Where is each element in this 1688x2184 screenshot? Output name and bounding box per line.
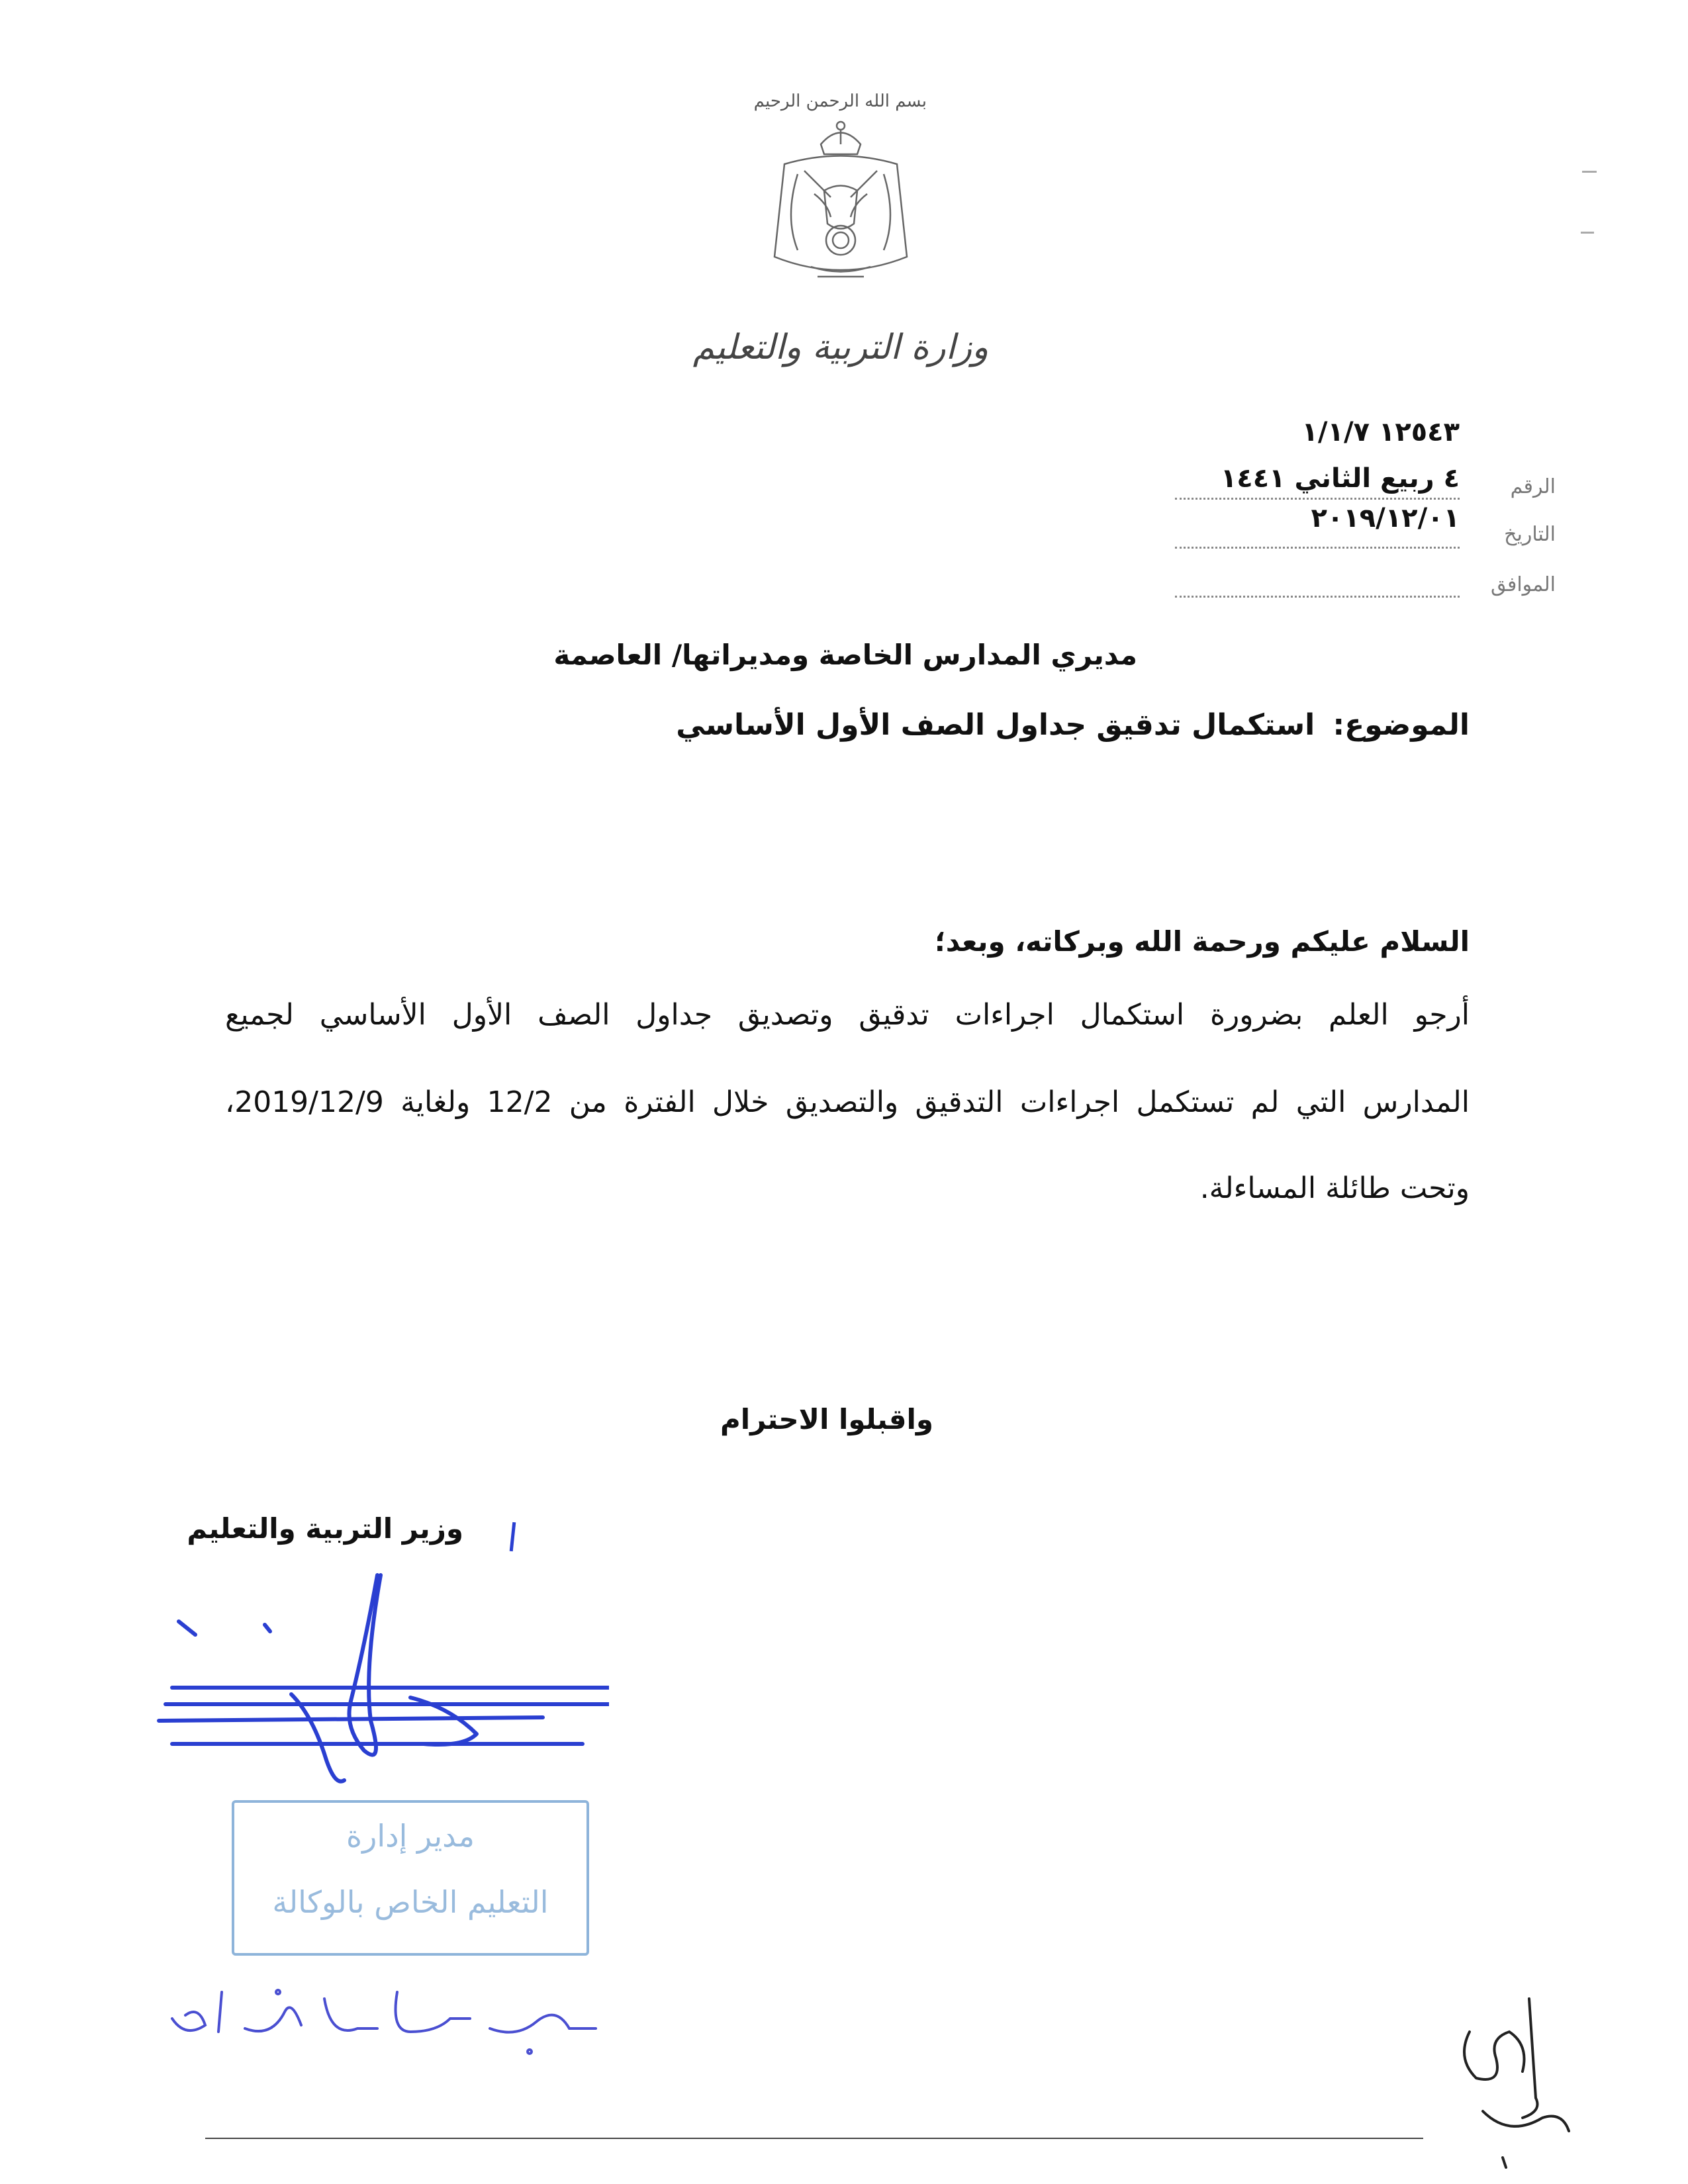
basmala-text: بسم الله الرحمن الرحيم	[753, 91, 927, 111]
dotted-line	[1175, 596, 1460, 598]
closing-salutation: واقبلوا الاحترام	[720, 1403, 933, 1435]
jordan-coat-of-arms-emblem	[758, 118, 923, 296]
subject-label: الموضوع:	[1333, 708, 1470, 742]
ministry-logotype: وزارة التربية والتعليم	[692, 328, 989, 367]
dotted-line	[1175, 498, 1460, 500]
margin-tick	[1581, 232, 1594, 234]
stamp-line: التعليم الخاص بالوكالة	[272, 1884, 549, 1920]
addressee: مديري المدارس الخاصة ومديراتها/ العاصمة	[553, 639, 1137, 671]
gregorian-date-value: ٢٠١٩/١٢/٠١	[1311, 503, 1460, 533]
corresponding-label: الموافق	[1490, 573, 1556, 596]
date-label: التاريخ	[1504, 523, 1556, 546]
reference-number-value: ١٢٥٤٣ ١/١/٧	[1301, 417, 1460, 447]
handwritten-signature	[146, 1569, 609, 1833]
stamp-line: مدير إدارة	[346, 1818, 475, 1854]
hijri-date-value: ٤ ربيع الثاني ١٤٤١	[1220, 463, 1460, 494]
greeting: السلام عليكم ورحمة الله وبركاته، وبعد؛	[934, 925, 1470, 958]
margin-tick	[1582, 171, 1597, 173]
subject-line	[676, 708, 1470, 742]
reference-number-label: الرقم	[1510, 475, 1556, 498]
handwritten-name	[159, 1966, 622, 2065]
ink-tick	[510, 1522, 516, 1551]
official-stamp	[232, 1800, 589, 1956]
body-paragraph-line: أرجو العلم بضرورة استكمال اجراءات تدقيق وتصديق جداول الصف الأول الأساسي لجميع	[225, 998, 1470, 1032]
handwritten-initials	[1430, 1985, 1589, 2171]
subject-text: استكمال تدقيق جداول الصف الأول الأساسي	[676, 708, 1315, 742]
body-paragraph-line: المدارس التي لم تستكمل اجراءات التدقيق والتصديق خلال الفترة من 12/2 ولغاية 2019/12/9،	[225, 1085, 1470, 1119]
dotted-line	[1175, 547, 1460, 549]
body-paragraph-line: وتحت طائلة المساءلة.	[1199, 1171, 1470, 1205]
bottom-rule	[205, 2138, 1423, 2139]
signatory-title: وزير التربية والتعليم	[187, 1512, 463, 1545]
